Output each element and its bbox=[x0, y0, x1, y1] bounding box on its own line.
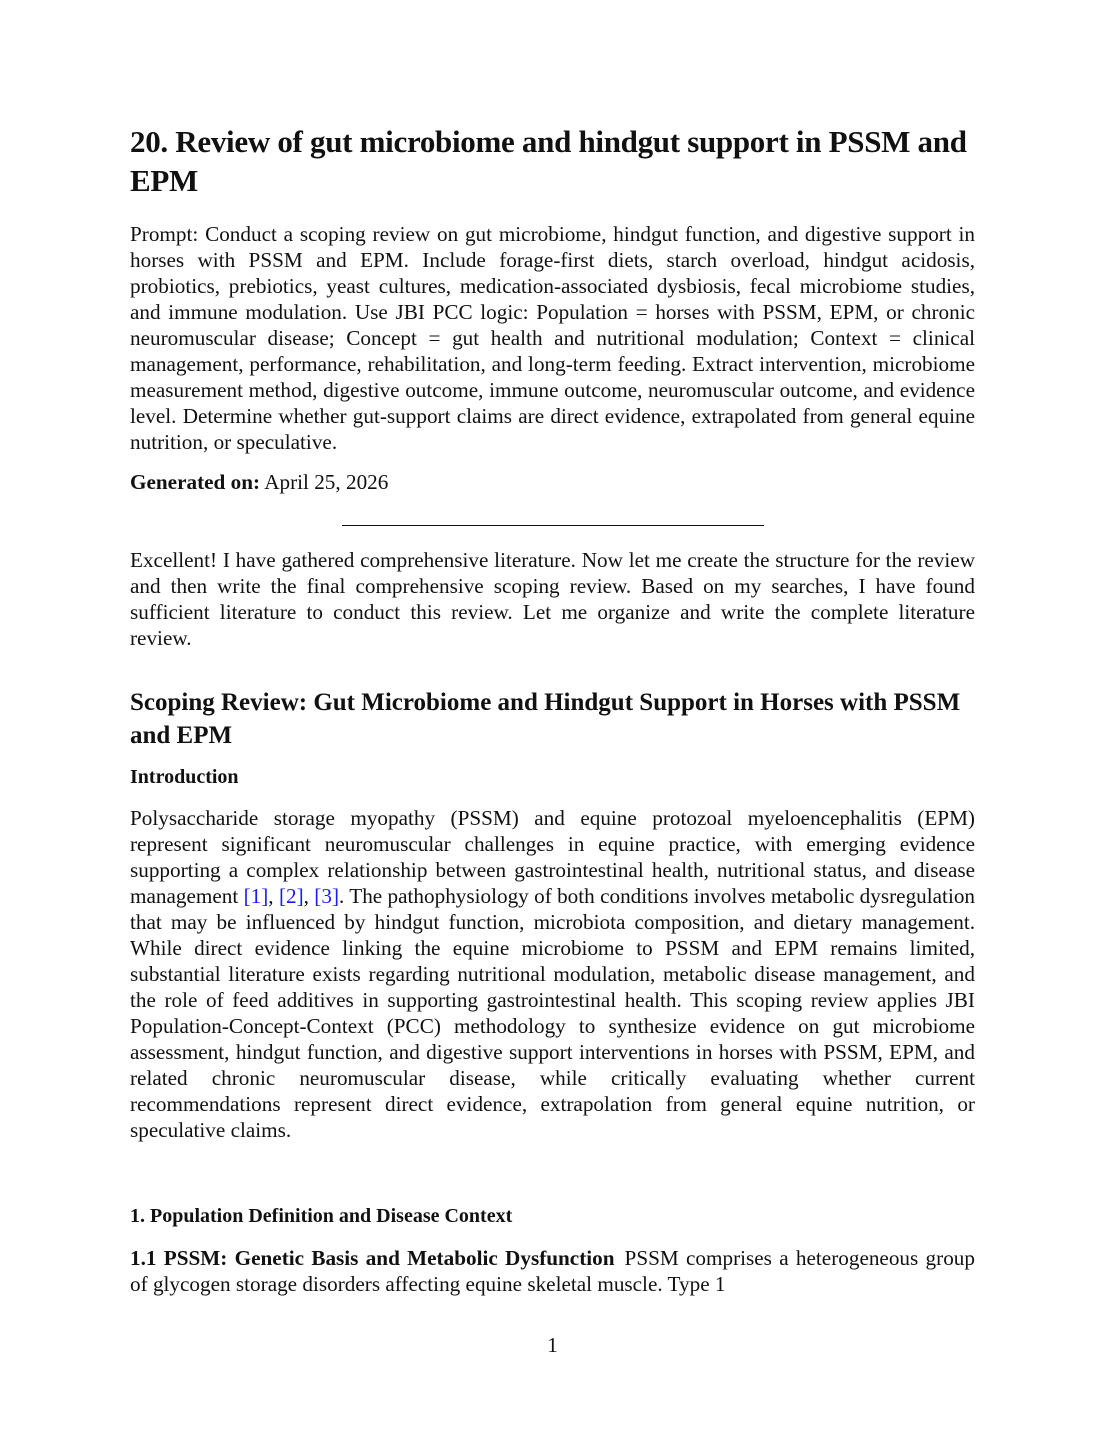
introduction-text-end: . The pathophysiology of both conditions involves metabolic dysregulation that may be influenced by hindgut function, microbiota composition, and dietary management. While direct evidence linking the equine microbiome to PSSM and EPM remains limited, substantial literature exists regarding nutritional modulation, metabolic disease management, and the role of feed additives in supporting gastrointestinal health. This scoping review applies JBI Population-Concept-Context (PCC) methodology to synthesize evidence on gut microbiome assessment, hindgut function, and digestive support interventions in horses with PSSM, EPM, and related chronic neuromuscular disease, while critically evaluating whether current recommendations represent direct evidence, extrapolation from general equine nutrition, or speculative claims. bbox=[130, 884, 976, 1142]
citation-separator: , bbox=[268, 884, 279, 908]
introduction-paragraph bbox=[130, 805, 975, 1143]
citation-link-2[interactable]: [2] bbox=[278, 884, 304, 908]
section-1-1-paragraph bbox=[130, 1245, 975, 1297]
generated-on-date: April 25, 2026 bbox=[264, 470, 389, 494]
intro-note-paragraph: Excellent! I have gathered comprehensive literature. Now let me create the structure for the review and then write the final comprehensive scoping review. Based on my searches, I have found sufficient literature to conduct this review. Let me organize and write the complete literature review. bbox=[130, 548, 975, 650]
section-1-heading: 1. Population Definition and Disease Context bbox=[130, 1205, 513, 1227]
section-title: Scoping Review: Gut Microbiome and Hindgut Support in Horses with PSSM and EPM bbox=[130, 689, 961, 749]
generated-on bbox=[130, 469, 388, 495]
horizontal-rule bbox=[342, 525, 764, 526]
page-number: 1 bbox=[547, 1333, 558, 1357]
subsection-1-1-heading: 1.1 PSSM: Genetic Basis and Metabolic Dysfunction bbox=[130, 1246, 615, 1270]
citation-link-3[interactable]: [3] bbox=[314, 884, 340, 908]
prompt-paragraph: Prompt: Conduct a scoping review on gut microbiome, hindgut function, and digestive support in horses with PSSM and EPM. Include forage-first diets, starch overload, hindgut acidosis, probiotics, prebiotics, yeast cultures, medication-associated dysbiosis, fecal microbiome studies, and immune modulation. Use JBI PCC logic: Population = horses with PSSM, EPM, or chronic neuromuscular disease; Concept = gut health and nutritional modulation; Context = clinical management, performance, rehabilitation, and long-term feeding. Extract intervention, microbiome measurement method, digestive outcome, immune outcome, neuromuscular outcome, and evidence level. Determine whether gut-support claims are direct evidence, extrapolated from general equine nutrition, or speculative. bbox=[130, 222, 975, 454]
citation-link-1[interactable]: [1] bbox=[243, 884, 269, 908]
subsection-1-1-text: PSSM comprises a heterogeneous group of glycogen storage disorders affecting equine skeletal muscle. Type 1 bbox=[130, 1246, 975, 1296]
citation-separator: , bbox=[303, 884, 315, 908]
document-title: 20. Review of gut microbiome and hindgut support in PSSM and EPM bbox=[130, 124, 967, 198]
introduction-text-start: Polysaccharide storage myopathy (PSSM) and equine protozoal myeloencephalitis (EPM) represent significant neuromuscular challenges in equine practice, with emerging evidence supporting a complex relationship between gastrointestinal health, nutritional status, and disease management bbox=[130, 806, 975, 908]
introduction-heading: Introduction bbox=[130, 766, 239, 788]
generated-on-label: Generated on: bbox=[130, 470, 261, 494]
